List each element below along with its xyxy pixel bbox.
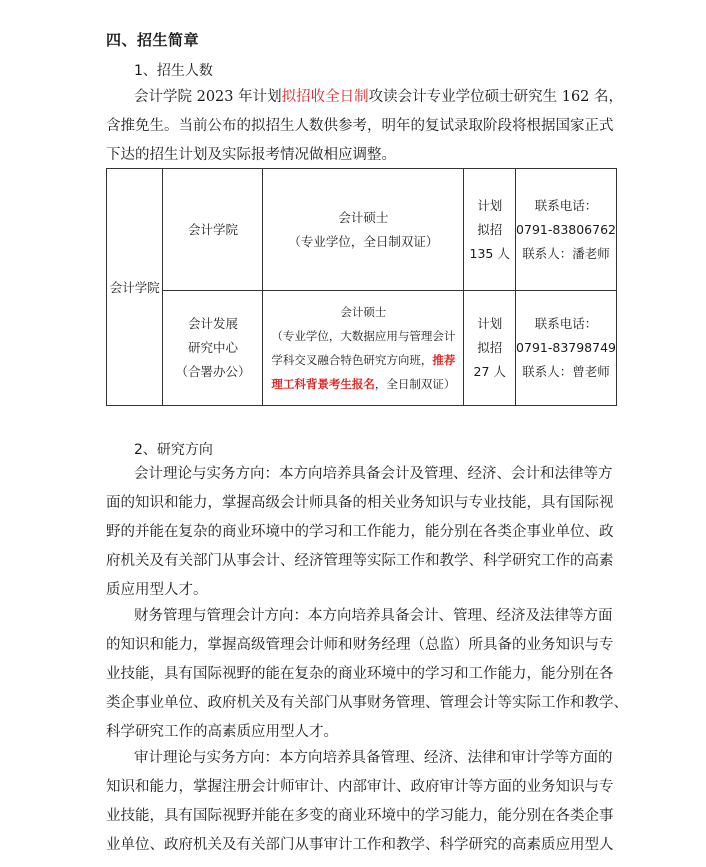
program-cell bbox=[263, 169, 464, 291]
contact-phone: 0791-83798749 bbox=[516, 340, 616, 355]
paragraph-line: 府机关及有关部门从事会计、经济管理等实际工作和教学、科学研究工作的高素 bbox=[106, 553, 614, 569]
program-cell bbox=[263, 291, 464, 406]
program-highlight: 推荐 bbox=[432, 353, 456, 367]
plan-line: 135 人 bbox=[469, 245, 510, 261]
intro-text: 会计学院 2023 年计划 bbox=[134, 89, 282, 105]
enrollment-table bbox=[106, 168, 617, 406]
contact-person: 联系人：潘老师 bbox=[522, 245, 610, 261]
paragraph-line: 科学研究工作的高素质应用型人才。 bbox=[106, 724, 338, 740]
intro-line-2: 含推免生。当前公布的拟招生人数供参考，明年的复试录取阶段将根据国家正式 bbox=[106, 118, 614, 134]
contact-line: 联系电话： bbox=[534, 197, 598, 213]
paragraph-line: 质应用型人才。 bbox=[106, 582, 208, 598]
plan-line: 计划 bbox=[477, 197, 503, 213]
unit-cell bbox=[163, 291, 263, 406]
contact-person: 联系人：曾老师 bbox=[522, 364, 610, 379]
table-row bbox=[107, 169, 617, 291]
intro-line-3: 下达的招生计划及实际报考情况做相应调整。 bbox=[106, 147, 396, 163]
paragraph-line: 业技能，具有国际视野的能在复杂的商业环境中的学习和工作能力，能分别在各 bbox=[106, 666, 614, 682]
subsection-title-enrollment: 1、招生人数 bbox=[134, 63, 213, 79]
direction-financial-management bbox=[106, 602, 628, 747]
plan-line: 27 人 bbox=[473, 364, 506, 379]
program-text: ，全日制双证） bbox=[374, 377, 456, 391]
unit-line: 会计学院 bbox=[187, 221, 238, 237]
paragraph-line: 知识和能力，掌握注册会计师审计、内部审计、政府审计等方面的业务知识与专 bbox=[106, 779, 614, 795]
plan-line: 拟招 bbox=[477, 340, 503, 355]
paragraph-line: 财务管理与管理会计方向：本方向培养具备会计、管理、经济及法律等方面 bbox=[134, 608, 613, 624]
direction-audit bbox=[106, 744, 616, 860]
program-highlight: 理工科背景考生报名 bbox=[271, 377, 375, 391]
paragraph-line: 野的并能在复杂的商业环境中的学习和工作能力，能分别在各类企事业单位、政 bbox=[106, 524, 614, 540]
intro-text: 攻读会计专业学位硕士研究生 162 名， bbox=[368, 89, 624, 105]
contact-line: 联系电话： bbox=[534, 316, 598, 331]
section-title: 四、招生简章 bbox=[106, 31, 200, 49]
unit-line: （合署办公） bbox=[175, 364, 251, 379]
program-text: 学科交叉融合特色研究方向班， bbox=[271, 353, 433, 367]
program-line: 会计硕士 bbox=[338, 209, 389, 225]
unit-line: 会计发展 bbox=[187, 316, 238, 331]
program-line: 会计硕士 bbox=[340, 305, 387, 319]
intro-paragraph bbox=[106, 83, 624, 170]
contact-cell bbox=[516, 291, 617, 406]
subsection-title-research: 2、研究方向 bbox=[134, 442, 213, 458]
plan-cell bbox=[464, 169, 516, 291]
paragraph-line: 的知识和能力，掌握高级管理会计师和财务经理（总监）所具备的业务知识与专 bbox=[106, 637, 614, 653]
college-cell: 会计学院 bbox=[107, 169, 163, 406]
unit-line: 研究中心 bbox=[187, 340, 238, 355]
contact-phone: 0791-83806762 bbox=[516, 221, 616, 237]
paragraph-line: 审计理论与实务方向：本方向培养具备管理、经济、法律和审计学等方面的 bbox=[134, 750, 613, 766]
paragraph-line: 面的知识和能力，掌握高级会计师具备的相关业务知识与专业技能，具有国际视 bbox=[106, 495, 614, 511]
program-line: （专业学位，大数据应用与管理会计 bbox=[271, 329, 456, 343]
plan-cell bbox=[464, 291, 516, 406]
contact-cell bbox=[516, 169, 617, 291]
intro-highlight: 拟招收全日制 bbox=[281, 89, 369, 105]
plan-line: 拟招 bbox=[477, 221, 503, 237]
table-row bbox=[107, 291, 617, 406]
unit-cell bbox=[163, 169, 263, 291]
program-line: （专业学位，全日制双证） bbox=[288, 233, 439, 249]
paragraph-line: 业单位、政府机关及有关部门从事审计工作和教学、科学研究的高素质应用型人 bbox=[106, 837, 614, 853]
intro-line-1 bbox=[106, 83, 624, 112]
plan-line: 计划 bbox=[477, 316, 503, 331]
paragraph-line: 类企事业单位、政府机关及有关部门从事财务管理、管理会计等实际工作和教学、 bbox=[106, 695, 628, 711]
program-line bbox=[263, 372, 463, 396]
paragraph-line: 会计理论与实务方向：本方向培养具备会计及管理、经济、会计和法律等方 bbox=[134, 466, 613, 482]
direction-accounting bbox=[106, 460, 616, 605]
paragraph-line: 业技能，具有国际视野并能在多变的商业环境中的学习能力，能分别在各类企事 bbox=[106, 808, 614, 824]
program-line bbox=[263, 348, 463, 372]
